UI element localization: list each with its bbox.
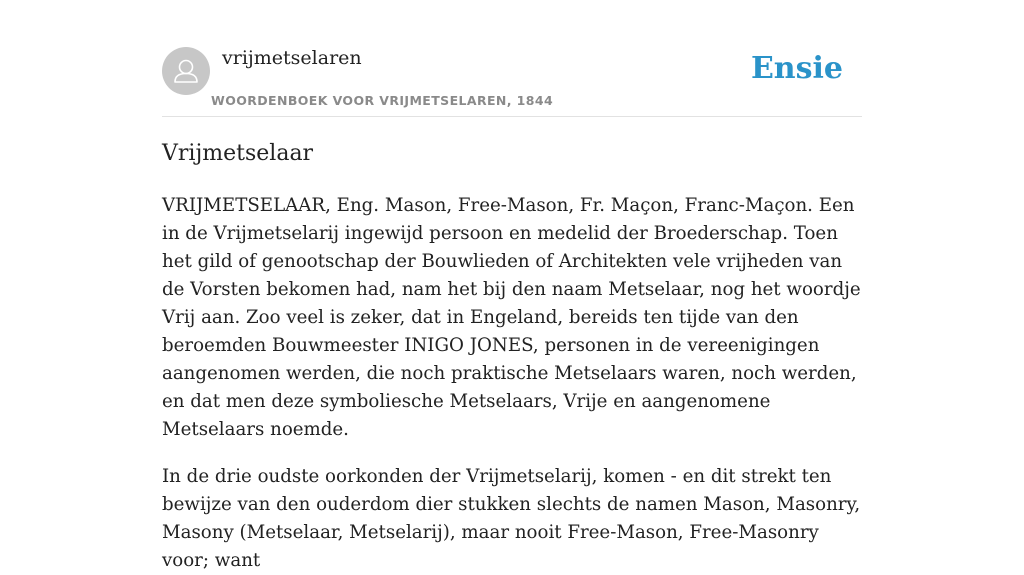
header	[162, 46, 862, 117]
site-logo[interactable]: Ensie	[750, 51, 843, 86]
username-link[interactable]: vrijmetselaren	[222, 47, 362, 69]
article-paragraph: VRIJMETSELAAR, Eng. Mason, Free-Mason, Fr. Maçon, Franc-Maçon. Een in de Vrijmetselarij ingewijd persoon en medelid der Broederschap. Toen het gild of genootschap der Bouwlieden of Architekten vele vrijheden van de Vorsten bekomen had, nam het bij den naam Metselaar, nog het woordje Vrij aan. Zoo veel is zeker, dat in Engeland, bereids ten tijde van den beroemden Bouwmeester INIGO JONES, personen in de vereenigingen aangenomen werden, die noch praktische Metselaars waren, noch werden, en dat men deze symboliesche Metselaars, Vrije en aangenomene Metselaars noemde.	[162, 195, 861, 440]
avatar[interactable]	[162, 47, 210, 95]
article-paragraph: In de drie oudste oorkonden der Vrijmetselarij, komen - en dit strekt ten bewijze van den ouderdom dier stukken slechts de namen Mason, Masonry, Masony (Metselaar, Metselarij), maar nooit Free-Mason, Free-Masonry voor; want	[162, 466, 861, 571]
article-title: Vrijmetselaar	[162, 141, 314, 166]
source-label[interactable]: WOORDENBOEK VOOR VRIJMETSELAREN, 1844	[211, 93, 554, 108]
article	[162, 139, 862, 575]
user-icon	[162, 47, 210, 95]
